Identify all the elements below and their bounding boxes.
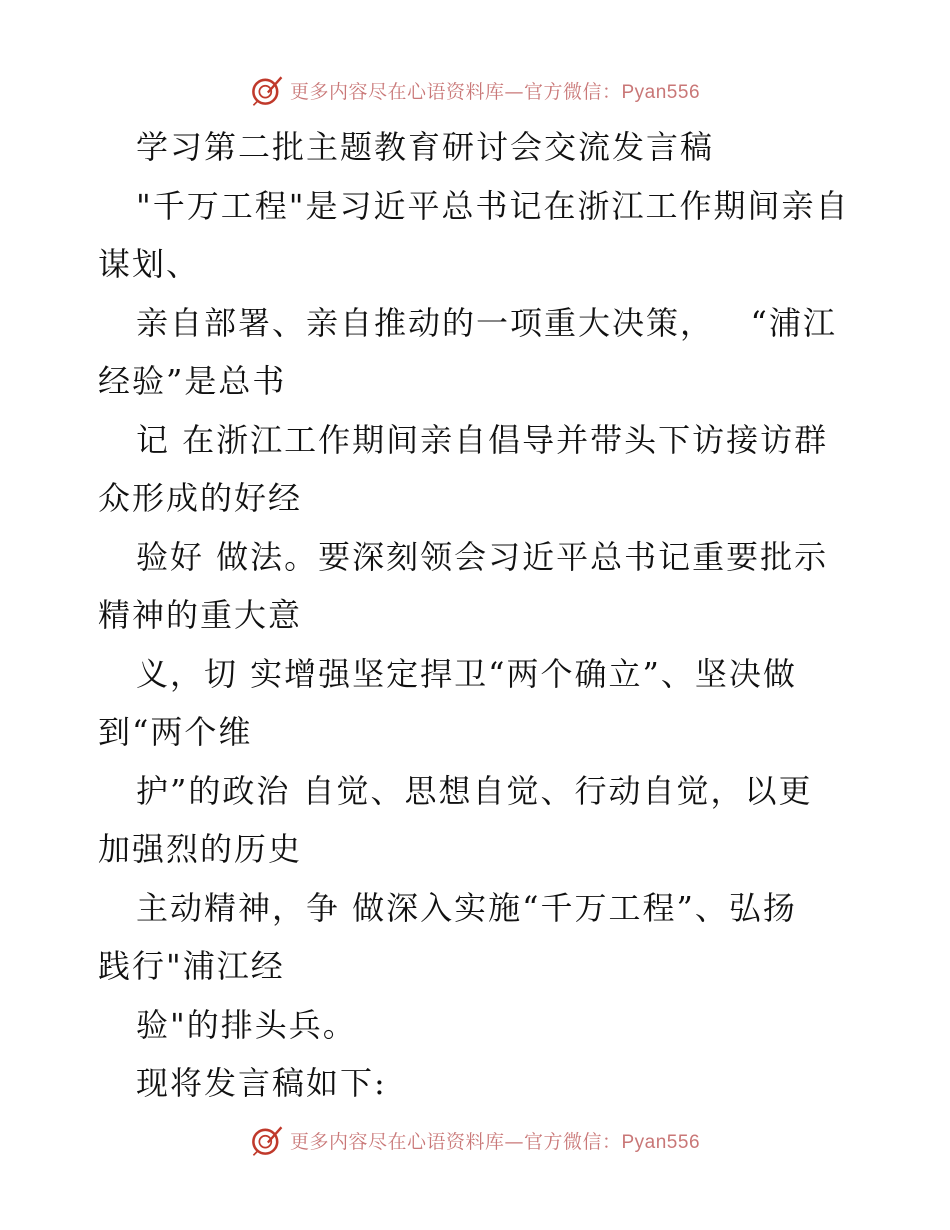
document-body	[98, 118, 858, 1113]
document-line: 护”的政治 自觉、思想自觉、行动自觉，以更	[136, 771, 813, 810]
watermark-text: 更多内容尽在心语资料库—官方微信：Pyan556	[289, 1130, 701, 1153]
quill-pen-logo-icon	[250, 1123, 284, 1157]
document-line: 亲自部署、亲自推动的一项重大决策， “浦江	[136, 303, 837, 342]
document-line: 记 在浙江工作期间亲自倡导并带头下访接访群	[136, 420, 829, 459]
document-line: 谋划、	[98, 245, 201, 283]
quill-pen-logo-icon	[250, 73, 284, 107]
footer-watermark	[0, 1120, 950, 1160]
watermark-text: 更多内容尽在心语资料库—官方微信：Pyan556	[289, 80, 701, 103]
document-line: 经验”是总书	[98, 362, 287, 400]
document-line: 义，切 实增强坚定捍卫“两个确立”、坚决做	[136, 654, 797, 693]
document-line: 学习第二批主题教育研讨会交流发言稿	[136, 128, 715, 166]
document-line: 验好 做法。要深刻领会习近平总书记重要批示	[136, 537, 829, 576]
document-line: 现将发言稿如下:	[136, 1064, 387, 1102]
document-line: 到“两个维	[98, 713, 253, 751]
document-line: "千万工程"是习近平总书记在浙江工作期间亲自	[136, 186, 850, 225]
document-line: 践行"浦江经	[98, 947, 285, 985]
document-line: 验"的排头兵。	[136, 1005, 357, 1044]
document-line: 加强烈的历史	[98, 830, 303, 868]
document-line: 主动精神，争 做深入实施“千万工程”、弘扬	[136, 888, 797, 927]
document-line: 众形成的好经	[98, 479, 303, 517]
document-line: 精神的重大意	[98, 596, 303, 634]
header-watermark	[0, 70, 950, 110]
